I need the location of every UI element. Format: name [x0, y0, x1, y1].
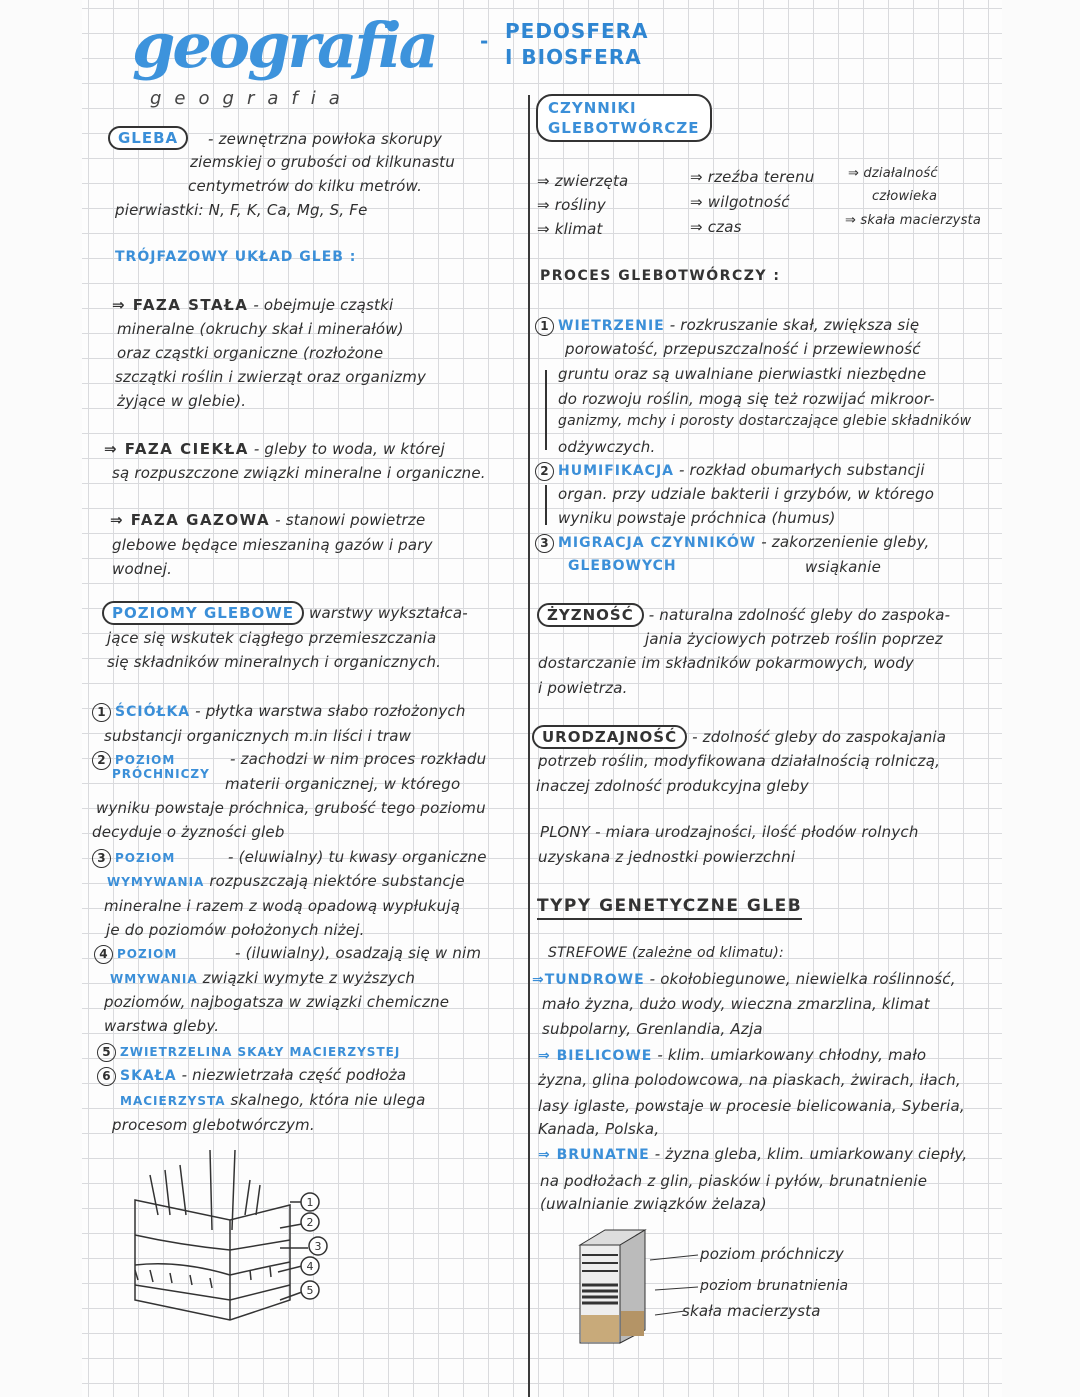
text-line: wyniku powstaje próchnica, grubość tego poziomu — [96, 799, 486, 817]
horizon-name-2: WMYWANIA — [110, 972, 198, 986]
horizon-3-line — [107, 872, 465, 890]
horizon-3 — [92, 848, 175, 868]
text-line: inaczej zdolność produkcyjna gleby — [536, 777, 809, 795]
text-line: odżywczych. — [558, 438, 656, 456]
factor-item: ⇒ skała macierzysta — [845, 213, 982, 228]
soil-horizons-drawing — [120, 1150, 350, 1340]
type-brunatne — [538, 1145, 967, 1163]
faza-stala — [112, 296, 393, 314]
diagram-label-3: 3 — [314, 1240, 322, 1253]
number-circle: 2 — [535, 462, 554, 481]
text-line: - klim. umiarkowany chłodny, mało — [657, 1046, 927, 1064]
faza-gazowa — [110, 511, 425, 529]
text-line: decyduje o żyzności gleb — [92, 823, 285, 841]
text-line: mało żyzna, dużo wody, wieczna zmarzlina, klimat — [542, 995, 930, 1013]
type-name: ⇒ BRUNATNE — [538, 1147, 650, 1163]
text-line: porowatość, przepuszczalność i przewiewność — [565, 340, 921, 358]
gleba-term — [108, 126, 188, 150]
text-line: glebowe będące mieszaniną gazów i pary — [112, 536, 433, 554]
profile-label: poziom brunatnienia — [700, 1278, 849, 1294]
horizon-name: POZIOM — [115, 753, 176, 767]
factor-item: ⇒ czas — [690, 218, 742, 236]
text-line: rozpuszczają niektóre substancje — [209, 872, 465, 890]
diagram-label-2: 2 — [306, 1216, 314, 1229]
faza-ciekla — [104, 440, 445, 458]
text-line: wodnej. — [112, 560, 173, 578]
czynniki-heading — [536, 94, 712, 142]
flow-arrow — [545, 485, 547, 525]
step-2 — [535, 461, 925, 481]
text-line: mineralne (okruchy skał i minerałów) — [117, 320, 404, 338]
factor-item: człowieka — [872, 189, 938, 204]
step-name: MIGRACJA CZYNNIKÓW — [558, 535, 757, 551]
text-line: subpolarny, Grenlandia, Azja — [542, 1020, 763, 1038]
number-circle: 5 — [97, 1043, 116, 1062]
number-circle: 1 — [92, 703, 111, 722]
horizon-name: SKAŁA — [120, 1068, 177, 1084]
number-circle: 4 — [94, 945, 113, 964]
text-line: - naturalna zdolność gleby do zaspoka- — [648, 606, 951, 624]
text-line: wyniku powstaje próchnica (humus) — [558, 509, 836, 527]
page-title: geografia — [132, 9, 436, 82]
text-line: gruntu oraz są uwalniane pierwiastki niezbędne — [558, 365, 927, 383]
text-line: - rozkruszanie skał, zwiększa się — [669, 316, 920, 334]
factor-item: ⇒ zwierzęta — [537, 172, 629, 190]
text-line: dostarczanie im składników pokarmowych, wody — [538, 654, 914, 672]
diagram-label-1: 1 — [306, 1196, 314, 1209]
text-line: (uwalnianie związków żelaza) — [540, 1195, 767, 1213]
faza-gazowa-label: ⇒ FAZA GAZOWA — [110, 511, 271, 529]
text-line: i powietrza. — [538, 679, 628, 697]
text-line: substancji organicznych m.in liści i traw — [104, 727, 412, 745]
number-circle: 3 — [92, 849, 111, 868]
subtitle-biosfera: I BIOSFERA — [505, 45, 642, 69]
text-line: lasy iglaste, powstaje w procesie bielicowania, Syberia, — [538, 1097, 965, 1115]
heading-proces: PROCES GLEBOTWÓRCZY : — [540, 268, 781, 284]
number-circle: 1 — [535, 317, 554, 336]
text-line: - zachodzi w nim proces rozkładu — [230, 750, 487, 768]
horizon-name: ZWIETRZELINA SKAŁY MACIERZYSTEJ — [120, 1045, 401, 1059]
step-3 — [535, 533, 929, 553]
text-line: - płytka warstwa słabo rozłożonych — [195, 702, 466, 720]
text-line: mineralne i razem z wodą opadową wypłukują — [104, 897, 461, 915]
text-line: żyzna, glina polodowcowa, na piaskach, żwirach, iłach, — [538, 1071, 961, 1089]
horizon-name: POZIOM — [117, 947, 178, 961]
text-line: uzyskana z jednostki powierzchni — [538, 848, 796, 866]
text-line: - zdolność gleby do zaspokajania — [692, 728, 947, 746]
text-line: - żyzna gleba, klim. umiarkowany ciepły, — [654, 1145, 968, 1163]
horizon-6-line — [120, 1091, 425, 1109]
text-line: do rozwoju roślin, mogą się też rozwijać mikroor- — [558, 390, 935, 408]
diagram-label-4: 4 — [306, 1260, 314, 1273]
faza-ciekla-label: ⇒ FAZA CIEKŁA — [104, 440, 249, 458]
gleba-cloud-label: GLEBA — [108, 126, 188, 150]
glebotworcze-label: GLEBOTWÓRCZE — [548, 119, 700, 137]
heading-trojfazowy: TRÓJFAZOWY UKŁAD GLEB : — [115, 249, 357, 265]
text-line: jące się wskutek ciągłego przemieszczania — [107, 629, 437, 647]
plony-line: PLONY - miara urodzajności, ilość płodów rolnych — [540, 823, 919, 841]
text-line: ganizmy, mchy i porosty dostarczające glebie składników — [558, 413, 972, 429]
text-line: - obejmuje cząstki — [253, 296, 394, 314]
text-line: procesom glebotwórczym. — [112, 1116, 315, 1134]
horizon-name-2: PRÓCHNICZY — [112, 767, 210, 781]
text-line: je do poziomów położonych niżej. — [106, 921, 365, 939]
horizon-5 — [97, 1042, 400, 1062]
factor-item: ⇒ klimat — [537, 220, 603, 238]
type-bielicowe — [538, 1046, 926, 1064]
text-line: oraz cząstki organiczne (rozłożone — [117, 344, 384, 362]
poziomy-cloud-label: POZIOMY GLEBOWE — [102, 601, 304, 625]
text-line: wsiąkanie — [805, 558, 882, 576]
text-line: - okołobiegunowe, niewielka roślinność, — [649, 970, 956, 988]
poziomy-glebowe — [102, 601, 468, 625]
urodzajnosc — [532, 725, 946, 749]
step-name: HUMIFIKACJA — [558, 463, 674, 479]
factor-item: ⇒ rzeźba terenu — [690, 168, 815, 186]
text-line: pierwiastki: N, F, K, Ca, Mg, S, Fe — [115, 201, 368, 219]
factor-item: ⇒ rośliny — [537, 196, 607, 214]
text-line: skalnego, która nie ulega — [230, 1091, 426, 1109]
text-line: centymetrów do kilku metrów. — [188, 177, 423, 195]
factor-item: ⇒ wilgotność — [690, 193, 790, 211]
text-line: Kanada, Polska, — [538, 1120, 660, 1138]
text-line: materii organicznej, w którego — [225, 775, 461, 793]
column-divider — [528, 95, 530, 1397]
text-line: ziemskiej o grubości od kilkunastu — [190, 153, 455, 171]
text-line: - (eluwialny) tu kwasy organiczne — [228, 848, 487, 866]
flow-arrow — [545, 370, 547, 450]
czynniki-label: CZYNNIKI — [548, 99, 637, 117]
text-line: warstwa gleby. — [104, 1017, 220, 1035]
text-line: jania życiowych potrzeb roślin poprzez — [645, 630, 943, 648]
type-tundrowe — [532, 970, 956, 988]
horizon-name: ŚCIÓŁKA — [115, 704, 191, 720]
diagram-label-5: 5 — [306, 1284, 314, 1297]
faza-stala-label: ⇒ FAZA STAŁA — [112, 296, 249, 314]
text-line: potrzeb roślin, modyfikowana działalnością rolniczą, — [538, 752, 941, 770]
text-line: - niezwietrzała część podłoża — [181, 1066, 407, 1084]
title-dash: - — [480, 29, 490, 53]
type-name: ⇒TUNDROWE — [532, 972, 645, 988]
text-line: poziomów, najbogatsza w związki chemiczne — [104, 993, 450, 1011]
zyznosc-label: ŻYZNOŚĆ — [537, 603, 644, 627]
step-name-2: GLEBOWYCH — [568, 558, 677, 574]
text-line: związki wymyte z wyższych — [202, 969, 416, 987]
text-line: organ. przy udziale bakterii i grzybów, w którego — [558, 485, 935, 503]
horizon-name: POZIOM — [115, 851, 176, 865]
horizon-4 — [94, 944, 177, 964]
text-line: - rozkład obumarłych substancji — [678, 461, 925, 479]
step-name: WIETRZENIE — [558, 318, 665, 334]
number-circle: 3 — [535, 534, 554, 553]
factor-item: ⇒ działalność — [848, 166, 938, 181]
text-line: się składników mineralnych i organicznych. — [107, 653, 442, 671]
strefowe-heading: STREFOWE (zależne od klimatu): — [548, 945, 784, 961]
text-line: - gleby to woda, w której — [253, 440, 445, 458]
text-line: są rozpuszczone związki mineralne i organiczne. — [112, 464, 486, 482]
heading-typy: TYPY GENETYCZNE GLEB — [537, 896, 802, 920]
profile-label: skała macierzysta — [682, 1302, 821, 1320]
text-line: warstwy wykształca- — [309, 604, 468, 622]
title-overlay: geografia — [150, 88, 353, 109]
text-line: na podłożach z glin, piasków i pyłów, brunatnienie — [540, 1172, 928, 1190]
zyznosc — [537, 603, 950, 627]
text-line: - zewnętrzna powłoka skorupy — [208, 130, 443, 148]
subtitle-pedosfera: PEDOSFERA — [505, 19, 649, 43]
text-line: żyjące w glebie). — [117, 392, 247, 410]
horizon-4-line — [110, 969, 415, 987]
text-line: - (iluwialny), osadzają się w nim — [235, 944, 482, 962]
profile-label: poziom próchniczy — [700, 1245, 844, 1263]
number-circle: 2 — [92, 751, 111, 770]
text-line: - stanowi powietrze — [275, 511, 426, 529]
number-circle: 6 — [97, 1067, 116, 1086]
text-line: szczątki roślin i zwierząt oraz organizmy — [115, 368, 427, 386]
text-line: - zakorzenienie gleby, — [761, 533, 930, 551]
urodzajnosc-label: URODZAJNOŚĆ — [532, 725, 687, 749]
horizon-name-2: WYMYWANIA — [107, 875, 205, 889]
type-name: ⇒ BIELICOWE — [538, 1048, 653, 1064]
horizon-1 — [92, 702, 466, 722]
horizon-6 — [97, 1066, 406, 1086]
horizon-name-2: MACIERZYSTA — [120, 1094, 226, 1108]
step-1 — [535, 316, 919, 336]
